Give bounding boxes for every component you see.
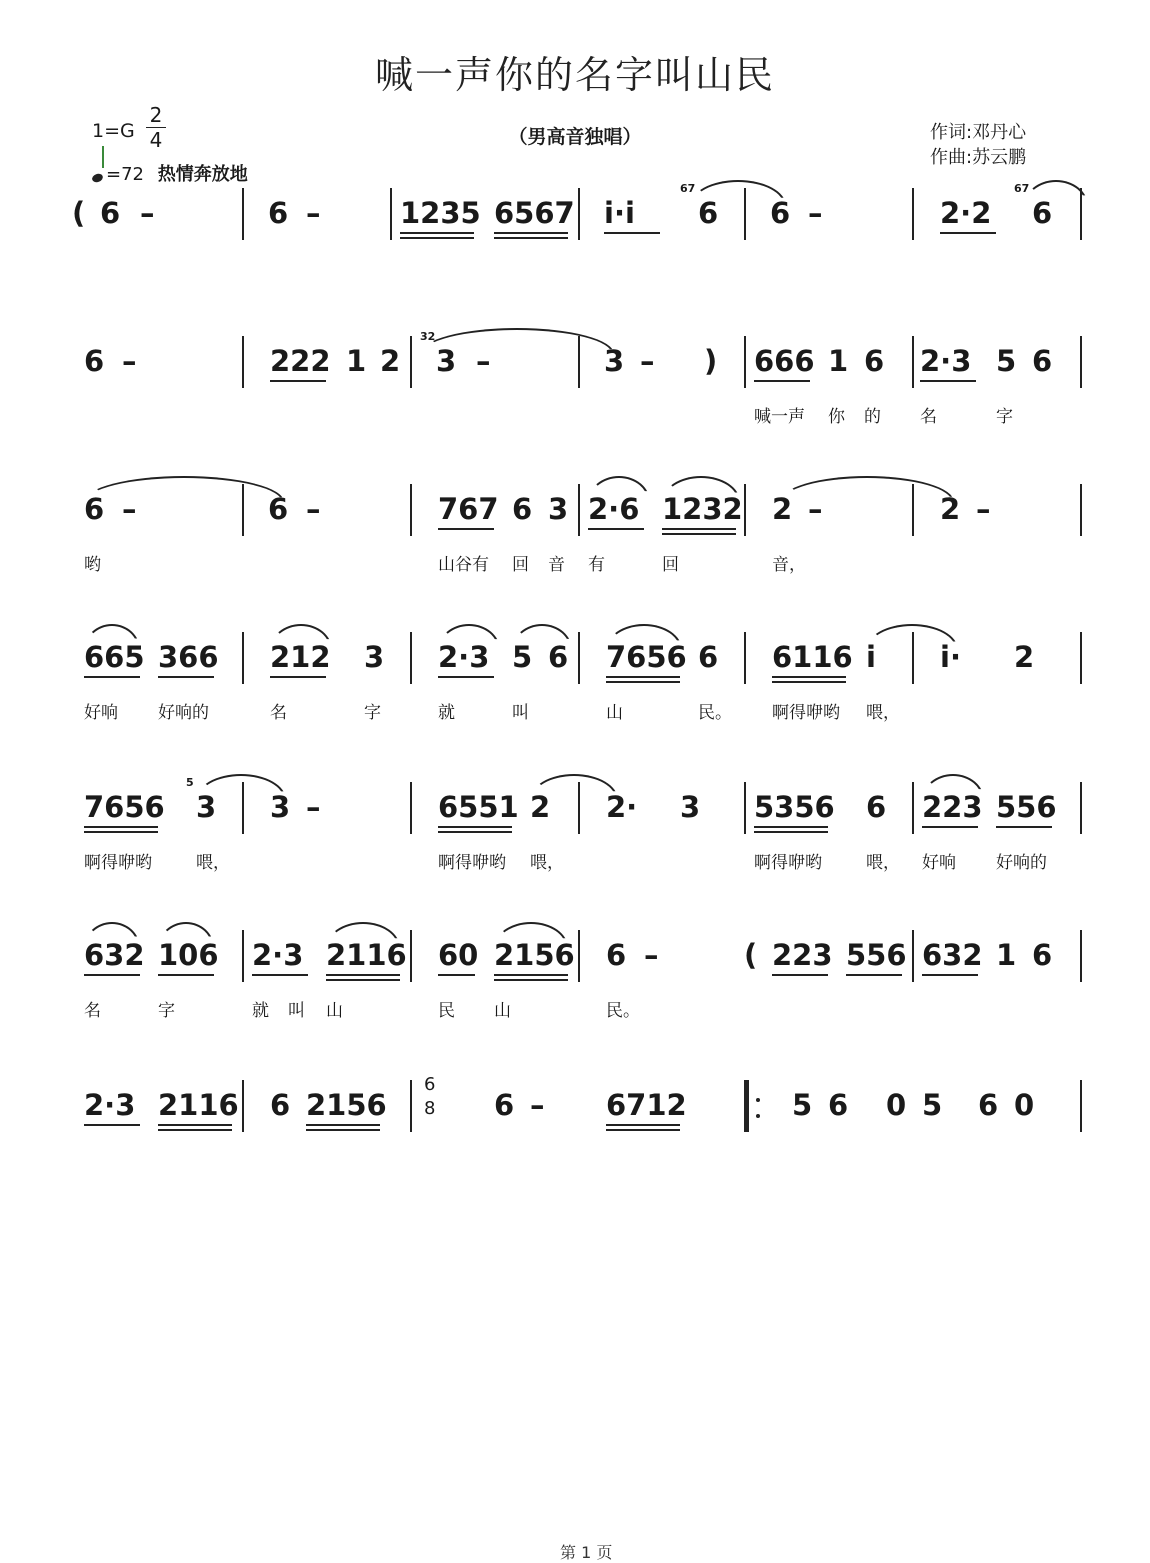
bar-line [578,484,580,536]
beam-line [754,831,828,833]
note-group: 6 [866,790,887,824]
beam-line [494,237,568,239]
bar-line [1080,632,1082,684]
bar-line [410,1080,412,1132]
lyric-text: 字 [996,407,1013,427]
beam-line [400,237,474,239]
composer-credit: 作曲:苏云鹏 [930,147,1027,168]
note-group: – [644,938,659,972]
slur-arc [866,624,958,650]
beam-line [326,974,400,976]
time-sig-bottom: 4 [149,128,163,152]
note-group: ( [72,196,86,230]
bar-line [410,336,412,388]
lyric-text: 就 [438,703,455,723]
beam-line [270,380,326,382]
note-group: i·i [604,196,635,230]
lyric-text: 有 [588,555,605,575]
beam-line [438,974,475,976]
beam-line [662,528,736,530]
note-group: 3 [196,790,217,824]
beam-line [494,232,568,234]
note-group: 2156 [494,938,575,972]
slur-arc [326,922,400,948]
lyric-text: 名 [920,407,937,427]
tempo-value: =72 [106,164,144,185]
lyric-text: 啊得咿哟 [772,703,840,723]
note-stem-icon [102,146,104,168]
bar-line [242,632,244,684]
note-group: – [306,196,321,230]
bar-line [1080,782,1082,834]
beam-line [270,676,326,678]
note-group: 2·6 [588,492,640,526]
page-number: 第 1 页 [560,1543,613,1562]
repeat-dot [756,1098,760,1102]
lyric-text: 喂， [866,703,900,723]
note-group: – [122,492,137,526]
beam-line [588,528,644,530]
beam-line [158,974,214,976]
note-group: 6 [100,196,121,230]
bar-line [1080,930,1082,982]
note-group: – [476,344,491,378]
lyric-text: 叫 [512,703,529,723]
note-group: 6 [268,492,289,526]
note-group: 2 [530,790,551,824]
lyric-text: 好响的 [996,853,1047,873]
bar-line [912,782,914,834]
note-group: – [122,344,137,378]
lyric-text: 字 [364,703,381,723]
lyric-text: 的 [864,407,881,427]
beam-line [922,826,978,828]
lyric-text: 喊一声 [754,407,805,427]
bar-line [912,336,914,388]
beam-line [438,826,512,828]
lyric-text: 啊得咿哟 [438,853,506,873]
beam-line [400,232,474,234]
grace-note: 32 [420,330,436,343]
note-group: 2·3 [84,1088,136,1122]
note-group: 3 [436,344,457,378]
beam-line [606,1124,680,1126]
note-group: 6 [494,1088,515,1122]
slur-arc [420,328,614,354]
note-group: 2 [380,344,401,378]
note-group: 2· [606,790,638,824]
bar-line [242,930,244,982]
bar-line [410,782,412,834]
beam-line [996,826,1052,828]
bar-line [578,188,580,240]
note-group: – [976,492,991,526]
note-group: 222 [270,344,331,378]
slur-arc [606,624,682,650]
note-group: – [306,492,321,526]
time-change-bottom: 8 [424,1098,436,1119]
beam-line [662,533,736,535]
lyric-text: 音 [548,555,565,575]
note-group: 6 [1032,938,1053,972]
note-group: 6567 [494,196,575,230]
beam-line [158,676,214,678]
lyricist-credit: 作词:邓丹心 [930,122,1027,143]
note-group: 6551 [438,790,519,824]
beam-line [84,831,158,833]
note-group: 6712 [606,1088,687,1122]
slur-arc [662,476,740,502]
note-group: 6 [698,196,719,230]
note-group: 2·3 [920,344,972,378]
slur-arc [922,774,984,800]
note-group: i· [940,640,961,674]
lyric-text: 你 [828,407,845,427]
lyric-text: 音， [772,555,806,575]
lyric-text: 回 [512,555,529,575]
note-group: 666 [754,344,815,378]
note-group: 5356 [754,790,835,824]
beam-line [754,826,828,828]
bar-line [242,1080,244,1132]
slur-arc [1024,180,1088,206]
beam-line [606,676,680,678]
note-group: ( [744,938,758,972]
bar-line [410,930,412,982]
note-group: 60 [438,938,479,972]
note-group: – [140,196,155,230]
note-group: 6116 [772,640,853,674]
note-group: 3 [270,790,291,824]
lyric-text: 字 [158,1001,175,1021]
slur-arc [780,476,954,502]
bar-line [744,336,746,388]
bar-line [410,484,412,536]
note-group: 0 [1014,1088,1035,1122]
note-group: 212 [270,640,331,674]
lyric-text: 山 [606,703,623,723]
quarter-note-icon [91,172,104,183]
note-group: 6 [270,1088,291,1122]
beam-line [158,1124,232,1126]
note-group: 6 [1032,196,1053,230]
lyric-text: 喂， [196,853,230,873]
note-group: 767 [438,492,499,526]
lyric-text: 好响 [922,853,956,873]
beam-line [604,232,660,234]
expression-text: 热情奔放地 [157,164,248,185]
lyric-text: 名 [270,703,287,723]
note-group: 5 [996,344,1017,378]
note-group: – [808,492,823,526]
beam-line [438,676,494,678]
note-group: 6 [770,196,791,230]
beam-line [84,974,140,976]
note-group: 223 [772,938,833,972]
lyric-text: 就 [252,1001,269,1021]
note-group: 1 [346,344,367,378]
note-group: – [640,344,655,378]
repeat-sign [744,1080,749,1132]
time-change-top: 6 [424,1074,436,1095]
note-group: 6 [84,344,105,378]
bar-line [744,484,746,536]
slur-arc [690,180,786,206]
note-group: ) [704,344,718,378]
time-sig-top: 2 [149,103,163,127]
beam-line [252,974,308,976]
bar-line [1080,484,1082,536]
lyric-text: 啊得咿哟 [84,853,152,873]
lyric-text: 名 [84,1001,101,1021]
note-group: 3 [604,344,625,378]
bar-line [912,188,914,240]
note-group: 1 [996,938,1017,972]
bar-line [1080,1080,1082,1132]
note-group: 6 [84,492,105,526]
note-group: 632 [922,938,983,972]
slur-arc [158,922,214,948]
beam-line [606,681,680,683]
note-group: 2116 [158,1088,239,1122]
note-group: 0 [886,1088,907,1122]
note-group: 2116 [326,938,407,972]
note-group: 556 [996,790,1057,824]
note-group: 7656 [606,640,687,674]
lyric-text: 山 [494,1001,511,1021]
beam-line [438,528,494,530]
note-group: 556 [846,938,907,972]
beam-line [772,676,846,678]
bar-line [1080,336,1082,388]
note-group: 5 [922,1088,943,1122]
note-group: 1 [828,344,849,378]
note-group: 6 [698,640,719,674]
note-group: 2 [772,492,793,526]
lyric-text: 叫 [288,1001,305,1021]
note-group: 5 [792,1088,813,1122]
bar-line [744,782,746,834]
note-group: 1232 [662,492,743,526]
beam-line [772,974,828,976]
lyric-text: 山 [326,1001,343,1021]
lyric-text: 啊得咿哟 [754,853,822,873]
beam-line [494,974,568,976]
note-group: – [530,1088,545,1122]
note-group: 2·3 [438,640,490,674]
beam-line [84,826,158,828]
bar-line [242,188,244,240]
note-group: – [808,196,823,230]
beam-line [940,232,996,234]
beam-line [306,1129,380,1131]
note-group: 6 [268,196,289,230]
beam-line [846,974,902,976]
slur-arc [84,476,284,502]
bar-line [390,188,392,240]
bar-line [744,632,746,684]
note-group: 2156 [306,1088,387,1122]
note-group: 2·2 [940,196,992,230]
beam-line [438,831,512,833]
beam-line [494,979,568,981]
note-group: 632 [84,938,145,972]
bar-line [578,930,580,982]
note-group: 6 [548,640,569,674]
beam-line [84,676,140,678]
note-group: i [866,640,876,674]
note-group: 5 [512,640,533,674]
page-title: 喊一声你的名字叫山民 [374,53,775,97]
grace-note: 67 [680,182,696,195]
lyric-text: 民 [438,1001,455,1021]
note-group: 2 [1014,640,1035,674]
beam-line [306,1124,380,1126]
slur-arc [588,476,650,502]
note-group: 3 [548,492,569,526]
beam-line [920,380,976,382]
slur-arc [494,922,568,948]
slur-arc [438,624,500,650]
note-group: 6 [978,1088,999,1122]
slur-arc [270,624,332,650]
lyric-text: 山谷有 [438,555,489,575]
note-group: – [306,790,321,824]
performance-note: （男高音独唱） [508,126,642,148]
note-group: 6 [1032,344,1053,378]
note-group: 106 [158,938,219,972]
bar-line [912,930,914,982]
note-group: 3 [680,790,701,824]
lyric-text: 回 [662,555,679,575]
lyric-text: 喂， [866,853,900,873]
note-group: 1235 [400,196,481,230]
note-group: 2·3 [252,938,304,972]
slur-arc [84,922,140,948]
beam-line [84,1124,140,1126]
slur-arc [530,774,618,800]
note-group: 223 [922,790,983,824]
note-group: 7656 [84,790,165,824]
beam-line [158,1129,232,1131]
lyric-text: 民。 [606,1001,640,1021]
slur-arc [512,624,572,650]
lyric-text: 民。 [698,703,732,723]
grace-note: 5 [186,776,194,789]
note-group: 6 [512,492,533,526]
bar-line [578,632,580,684]
bar-line [410,632,412,684]
note-group: 6 [606,938,627,972]
key-signature: 1=G [92,120,135,142]
repeat-dot [756,1114,760,1118]
beam-line [772,681,846,683]
note-group: 665 [84,640,145,674]
note-group: 6 [864,344,885,378]
lyric-text: 好响 [84,703,118,723]
grace-note: 67 [1014,182,1030,195]
slur-arc [84,624,140,650]
lyric-text: 喂， [530,853,564,873]
lyric-text: 好响的 [158,703,209,723]
slur-arc [196,774,286,800]
beam-line [754,380,810,382]
note-group: 2 [940,492,961,526]
bar-line [242,336,244,388]
beam-line [606,1129,680,1131]
note-group: 366 [158,640,219,674]
beam-line [326,979,400,981]
lyric-text: 哟 [84,555,101,575]
note-group: 6 [828,1088,849,1122]
tempo-marking [92,160,248,186]
note-group: 3 [364,640,385,674]
beam-line [922,974,978,976]
